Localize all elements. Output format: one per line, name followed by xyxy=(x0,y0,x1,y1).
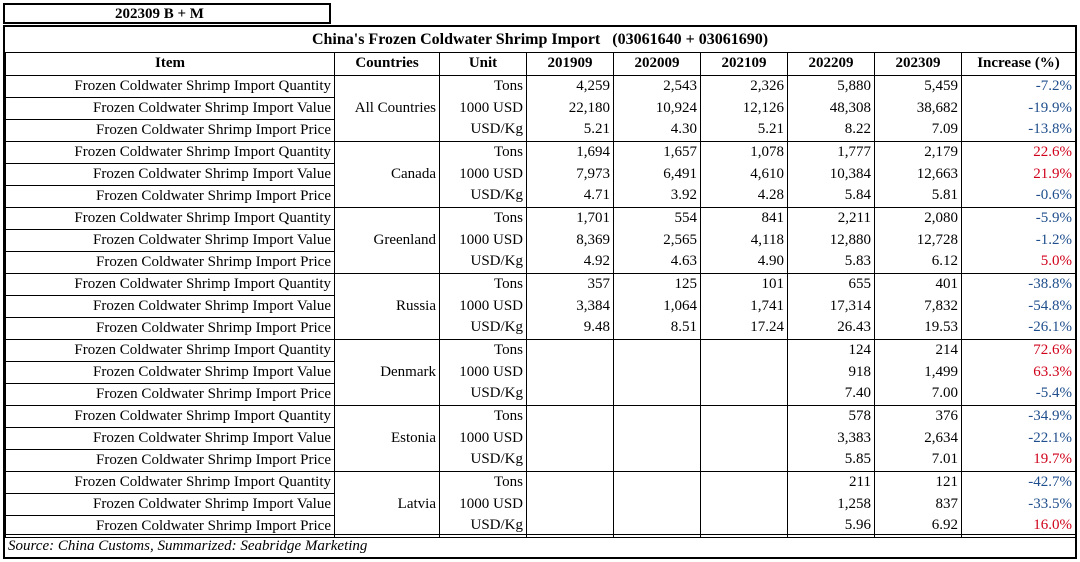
header-202109: 202109 xyxy=(701,53,788,75)
value-cell: 17,314 xyxy=(788,295,875,317)
value-cell: 1,499 xyxy=(875,361,962,383)
value-cell: 12,880 xyxy=(788,229,875,251)
value-cell: 4.63 xyxy=(614,251,701,273)
unit-cell: Tons xyxy=(440,207,527,229)
value-cell: 6.92 xyxy=(875,515,962,537)
unit-cell: 1000 USD xyxy=(440,493,527,515)
value-cell xyxy=(614,383,701,405)
value-cell xyxy=(527,449,614,471)
value-cell: 5.81 xyxy=(875,185,962,207)
item-cell: Frozen Coldwater Shrimp Import Value xyxy=(6,361,335,383)
table-row xyxy=(6,97,1076,119)
value-cell xyxy=(701,427,788,449)
value-cell: 5.84 xyxy=(788,185,875,207)
table-row xyxy=(6,383,1076,405)
unit-cell: Tons xyxy=(440,273,527,295)
item-cell: Frozen Coldwater Shrimp Import Price xyxy=(6,185,335,207)
value-cell: 8,369 xyxy=(527,229,614,251)
header-item: Item xyxy=(6,53,335,75)
header-202309: 202309 xyxy=(875,53,962,75)
increase-cell: -7.2% xyxy=(962,75,1076,97)
value-cell: 8.22 xyxy=(788,119,875,141)
value-cell xyxy=(527,361,614,383)
value-cell: 125 xyxy=(614,273,701,295)
increase-cell: -22.1% xyxy=(962,427,1076,449)
value-cell: 7.01 xyxy=(875,449,962,471)
value-cell xyxy=(701,449,788,471)
value-cell: 401 xyxy=(875,273,962,295)
value-cell: 4,610 xyxy=(701,163,788,185)
table-row xyxy=(6,251,1076,273)
value-cell: 6.12 xyxy=(875,251,962,273)
unit-cell: USD/Kg xyxy=(440,515,527,537)
value-cell xyxy=(701,339,788,361)
item-cell: Frozen Coldwater Shrimp Import Quantity xyxy=(6,273,335,295)
value-cell: 841 xyxy=(701,207,788,229)
increase-cell: -34.9% xyxy=(962,405,1076,427)
value-cell: 5,880 xyxy=(788,75,875,97)
unit-cell: USD/Kg xyxy=(440,383,527,405)
value-cell: 12,126 xyxy=(701,97,788,119)
unit-cell: 1000 USD xyxy=(440,229,527,251)
unit-cell: 1000 USD xyxy=(440,427,527,449)
increase-cell: 22.6% xyxy=(962,141,1076,163)
value-cell: 121 xyxy=(875,471,962,493)
value-cell: 26.43 xyxy=(788,317,875,339)
value-cell xyxy=(614,339,701,361)
value-cell: 8.51 xyxy=(614,317,701,339)
value-cell: 4.28 xyxy=(701,185,788,207)
value-cell: 5.21 xyxy=(701,119,788,141)
value-cell: 5,459 xyxy=(875,75,962,97)
value-cell: 9.48 xyxy=(527,317,614,339)
value-cell xyxy=(527,471,614,493)
value-cell: 918 xyxy=(788,361,875,383)
value-cell: 1,258 xyxy=(788,493,875,515)
value-cell xyxy=(527,493,614,515)
value-cell: 578 xyxy=(788,405,875,427)
value-cell: 1,741 xyxy=(701,295,788,317)
unit-cell: Tons xyxy=(440,141,527,163)
table-row xyxy=(6,185,1076,207)
unit-cell: USD/Kg xyxy=(440,119,527,141)
value-cell: 1,694 xyxy=(527,141,614,163)
value-cell: 2,634 xyxy=(875,427,962,449)
value-cell: 12,663 xyxy=(875,163,962,185)
unit-cell: USD/Kg xyxy=(440,251,527,273)
increase-cell: -54.8% xyxy=(962,295,1076,317)
unit-cell: Tons xyxy=(440,75,527,97)
value-cell: 357 xyxy=(527,273,614,295)
unit-cell: USD/Kg xyxy=(440,317,527,339)
value-cell xyxy=(701,493,788,515)
value-cell: 5.83 xyxy=(788,251,875,273)
value-cell: 7,973 xyxy=(527,163,614,185)
unit-cell: USD/Kg xyxy=(440,185,527,207)
increase-cell: 72.6% xyxy=(962,339,1076,361)
item-cell: Frozen Coldwater Shrimp Import Price xyxy=(6,515,335,537)
item-cell: Frozen Coldwater Shrimp Import Quantity xyxy=(6,471,335,493)
value-cell xyxy=(527,405,614,427)
value-cell xyxy=(614,449,701,471)
table-row xyxy=(6,471,1076,493)
item-cell: Frozen Coldwater Shrimp Import Price xyxy=(6,317,335,339)
value-cell: 2,179 xyxy=(875,141,962,163)
value-cell: 3,384 xyxy=(527,295,614,317)
increase-cell: -38.8% xyxy=(962,273,1076,295)
header-201909: 201909 xyxy=(527,53,614,75)
increase-cell: 19.7% xyxy=(962,449,1076,471)
value-cell xyxy=(527,339,614,361)
header-row xyxy=(6,53,1076,75)
unit-cell: Tons xyxy=(440,471,527,493)
table-row xyxy=(6,405,1076,427)
value-cell: 6,491 xyxy=(614,163,701,185)
increase-cell: -42.7% xyxy=(962,471,1076,493)
increase-cell: -13.8% xyxy=(962,119,1076,141)
header-202009: 202009 xyxy=(614,53,701,75)
value-cell: 2,080 xyxy=(875,207,962,229)
value-cell xyxy=(701,383,788,405)
item-cell: Frozen Coldwater Shrimp Import Value xyxy=(6,427,335,449)
value-cell xyxy=(614,405,701,427)
country-cell: Estonia xyxy=(335,405,440,471)
value-cell: 124 xyxy=(788,339,875,361)
table-row xyxy=(6,163,1076,185)
increase-cell: -19.9% xyxy=(962,97,1076,119)
item-cell: Frozen Coldwater Shrimp Import Price xyxy=(6,383,335,405)
unit-cell: USD/Kg xyxy=(440,449,527,471)
value-cell: 4,259 xyxy=(527,75,614,97)
source-divider xyxy=(5,534,1075,535)
unit-cell: 1000 USD xyxy=(440,163,527,185)
value-cell: 2,543 xyxy=(614,75,701,97)
increase-cell: -33.5% xyxy=(962,493,1076,515)
header-increase: Increase (%) xyxy=(962,53,1076,75)
value-cell: 837 xyxy=(875,493,962,515)
item-cell: Frozen Coldwater Shrimp Import Price xyxy=(6,449,335,471)
item-cell: Frozen Coldwater Shrimp Import Value xyxy=(6,97,335,119)
shrimp-import-table xyxy=(5,53,1076,538)
increase-cell: -0.6% xyxy=(962,185,1076,207)
country-cell: All Countries xyxy=(335,75,440,141)
header-countries: Countries xyxy=(335,53,440,75)
value-cell: 19.53 xyxy=(875,317,962,339)
value-cell: 554 xyxy=(614,207,701,229)
value-cell xyxy=(614,471,701,493)
value-cell: 17.24 xyxy=(701,317,788,339)
table-row xyxy=(6,207,1076,229)
item-cell: Frozen Coldwater Shrimp Import Quantity xyxy=(6,141,335,163)
value-cell: 48,308 xyxy=(788,97,875,119)
country-cell: Russia xyxy=(335,273,440,339)
country-cell: Latvia xyxy=(335,471,440,537)
table-row xyxy=(6,75,1076,97)
value-cell xyxy=(701,405,788,427)
value-cell: 4.90 xyxy=(701,251,788,273)
value-cell: 1,657 xyxy=(614,141,701,163)
value-cell xyxy=(614,427,701,449)
table-frame xyxy=(3,25,1077,559)
value-cell: 3,383 xyxy=(788,427,875,449)
table-title: China's Frozen Coldwater Shrimp Import (03061640 + 03061690) xyxy=(5,27,1075,53)
table-row xyxy=(6,295,1076,317)
table-row xyxy=(6,141,1076,163)
country-cell: Greenland xyxy=(335,207,440,273)
item-cell: Frozen Coldwater Shrimp Import Price xyxy=(6,119,335,141)
value-cell: 38,682 xyxy=(875,97,962,119)
item-cell: Frozen Coldwater Shrimp Import Price xyxy=(6,251,335,273)
value-cell: 1,777 xyxy=(788,141,875,163)
value-cell: 2,565 xyxy=(614,229,701,251)
value-cell xyxy=(527,427,614,449)
country-cell: Canada xyxy=(335,141,440,207)
increase-cell: -1.2% xyxy=(962,229,1076,251)
value-cell: 5.96 xyxy=(788,515,875,537)
value-cell: 214 xyxy=(875,339,962,361)
source-note: Source: China Customs, Summarized: Seabridge Marketing xyxy=(8,538,368,554)
value-cell xyxy=(614,361,701,383)
value-cell xyxy=(701,361,788,383)
item-cell: Frozen Coldwater Shrimp Import Quantity xyxy=(6,75,335,97)
value-cell: 4.92 xyxy=(527,251,614,273)
item-cell: Frozen Coldwater Shrimp Import Quantity xyxy=(6,405,335,427)
value-cell: 4.30 xyxy=(614,119,701,141)
unit-cell: Tons xyxy=(440,405,527,427)
header-unit: Unit xyxy=(440,53,527,75)
value-cell: 376 xyxy=(875,405,962,427)
value-cell: 4,118 xyxy=(701,229,788,251)
table-row xyxy=(6,427,1076,449)
value-cell xyxy=(527,383,614,405)
table-row xyxy=(6,317,1076,339)
increase-cell: 63.3% xyxy=(962,361,1076,383)
table-row xyxy=(6,119,1076,141)
value-cell: 655 xyxy=(788,273,875,295)
value-cell: 5.85 xyxy=(788,449,875,471)
value-cell: 2,211 xyxy=(788,207,875,229)
value-cell xyxy=(614,493,701,515)
unit-cell: Tons xyxy=(440,339,527,361)
value-cell: 211 xyxy=(788,471,875,493)
value-cell: 4.71 xyxy=(527,185,614,207)
increase-cell: -5.9% xyxy=(962,207,1076,229)
value-cell: 101 xyxy=(701,273,788,295)
table-row xyxy=(6,449,1076,471)
value-cell: 12,728 xyxy=(875,229,962,251)
table-row xyxy=(6,229,1076,251)
value-cell: 2,326 xyxy=(701,75,788,97)
value-cell: 1,078 xyxy=(701,141,788,163)
country-cell: Denmark xyxy=(335,339,440,405)
value-cell: 1,064 xyxy=(614,295,701,317)
value-cell: 1,701 xyxy=(527,207,614,229)
item-cell: Frozen Coldwater Shrimp Import Quantity xyxy=(6,207,335,229)
table-row xyxy=(6,361,1076,383)
value-cell: 22,180 xyxy=(527,97,614,119)
unit-cell: 1000 USD xyxy=(440,361,527,383)
table-row xyxy=(6,273,1076,295)
item-cell: Frozen Coldwater Shrimp Import Value xyxy=(6,229,335,251)
header-202209: 202209 xyxy=(788,53,875,75)
increase-cell: 16.0% xyxy=(962,515,1076,537)
table-row xyxy=(6,339,1076,361)
value-cell: 7.40 xyxy=(788,383,875,405)
increase-cell: -26.1% xyxy=(962,317,1076,339)
unit-cell: 1000 USD xyxy=(440,295,527,317)
item-cell: Frozen Coldwater Shrimp Import Value xyxy=(6,295,335,317)
value-cell xyxy=(701,471,788,493)
value-cell: 10,924 xyxy=(614,97,701,119)
report-tag: 202309 B + M xyxy=(3,3,331,24)
item-cell: Frozen Coldwater Shrimp Import Quantity xyxy=(6,339,335,361)
increase-cell: 21.9% xyxy=(962,163,1076,185)
value-cell: 7.09 xyxy=(875,119,962,141)
item-cell: Frozen Coldwater Shrimp Import Value xyxy=(6,163,335,185)
value-cell: 7.00 xyxy=(875,383,962,405)
increase-cell: 5.0% xyxy=(962,251,1076,273)
item-cell: Frozen Coldwater Shrimp Import Value xyxy=(6,493,335,515)
value-cell: 7,832 xyxy=(875,295,962,317)
unit-cell: 1000 USD xyxy=(440,97,527,119)
value-cell: 5.21 xyxy=(527,119,614,141)
value-cell: 10,384 xyxy=(788,163,875,185)
table-row xyxy=(6,493,1076,515)
value-cell: 3.92 xyxy=(614,185,701,207)
increase-cell: -5.4% xyxy=(962,383,1076,405)
